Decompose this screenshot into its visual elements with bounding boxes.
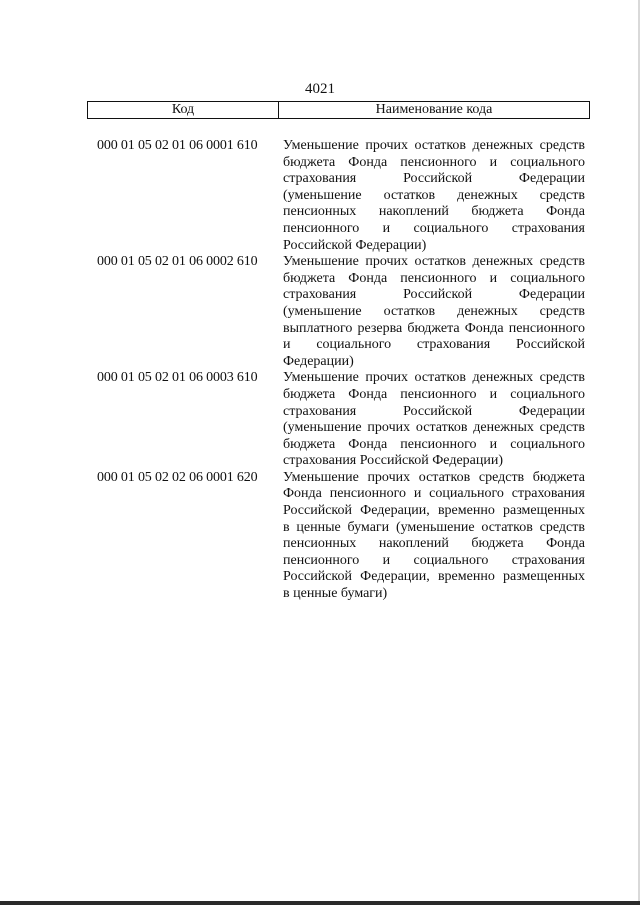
description-line: бюджета Фонда пенсионного и социального <box>283 386 585 402</box>
description-line: (уменьшение остатков денежных средств <box>283 303 585 319</box>
header-name: Наименование кода <box>375 102 493 117</box>
row-code: 000 01 05 02 01 06 0002 610 <box>97 254 258 270</box>
description-line: Фонда пенсионного и социального страхования <box>283 486 585 502</box>
table-row <box>0 370 640 470</box>
row-description <box>283 138 585 254</box>
row-description <box>283 254 585 370</box>
description-line: Российской Федерации) <box>283 237 427 253</box>
description-line: выплатного резерва бюджета Фонда пенсионного <box>283 320 585 336</box>
row-code: 000 01 05 02 01 06 0001 610 <box>97 138 258 153</box>
description-line: Уменьшение прочих остатков средств бюджета <box>283 469 585 485</box>
header-code: Код <box>88 102 279 118</box>
scan-edge-bottom <box>0 901 640 905</box>
description-line: бюджета Фонда пенсионного и социального <box>283 436 585 452</box>
row-code: 000 01 05 02 01 06 0003 610 <box>97 370 258 386</box>
description-line: Уменьшение прочих остатков денежных средств <box>283 370 585 386</box>
description-line: Федерации) <box>283 353 354 369</box>
description-line: (уменьшение остатков денежных средств <box>283 187 585 203</box>
page-number: 4021 <box>305 81 335 97</box>
description-line: в ценные бумаги) <box>283 586 388 602</box>
description-line: бюджета Фонда пенсионного и социального <box>283 270 585 286</box>
description-line: в ценные бумаги (уменьшение остатков средств <box>283 519 585 535</box>
description-line: страхования Российской Федерации <box>283 403 585 419</box>
row-description <box>283 470 585 603</box>
table-header <box>87 101 590 119</box>
description-line: страхования Российской Федерации) <box>283 453 504 469</box>
table-row <box>0 470 640 603</box>
description-line: (уменьшение прочих остатков денежных средств <box>283 420 585 436</box>
description-line: Уменьшение прочих остатков денежных средств <box>283 254 585 270</box>
table-row <box>0 254 640 370</box>
description-line: пенсионных накоплений бюджета Фонда <box>283 204 585 220</box>
description-line: Российской Федерации, временно размещенных <box>283 569 585 585</box>
description-line: страхования Российской Федерации <box>283 171 585 187</box>
description-line: и социального страхования Российской <box>283 337 585 353</box>
description-line: бюджета Фонда пенсионного и социального <box>283 154 585 170</box>
description-line: пенсионного и социального страхования <box>283 552 585 568</box>
description-line: страхования Российской Федерации <box>283 287 585 303</box>
description-line: пенсионных накоплений бюджета Фонда <box>283 536 585 552</box>
row-code: 000 01 05 02 02 06 0001 620 <box>97 469 258 485</box>
row-description <box>283 370 585 470</box>
table-row <box>0 138 640 254</box>
description-line: Российской Федерации, временно размещенных <box>283 503 585 519</box>
description-line: пенсионного и социального страхования <box>283 220 585 236</box>
table-body <box>0 138 640 603</box>
description-line: Уменьшение прочих остатков денежных средств <box>283 138 585 153</box>
